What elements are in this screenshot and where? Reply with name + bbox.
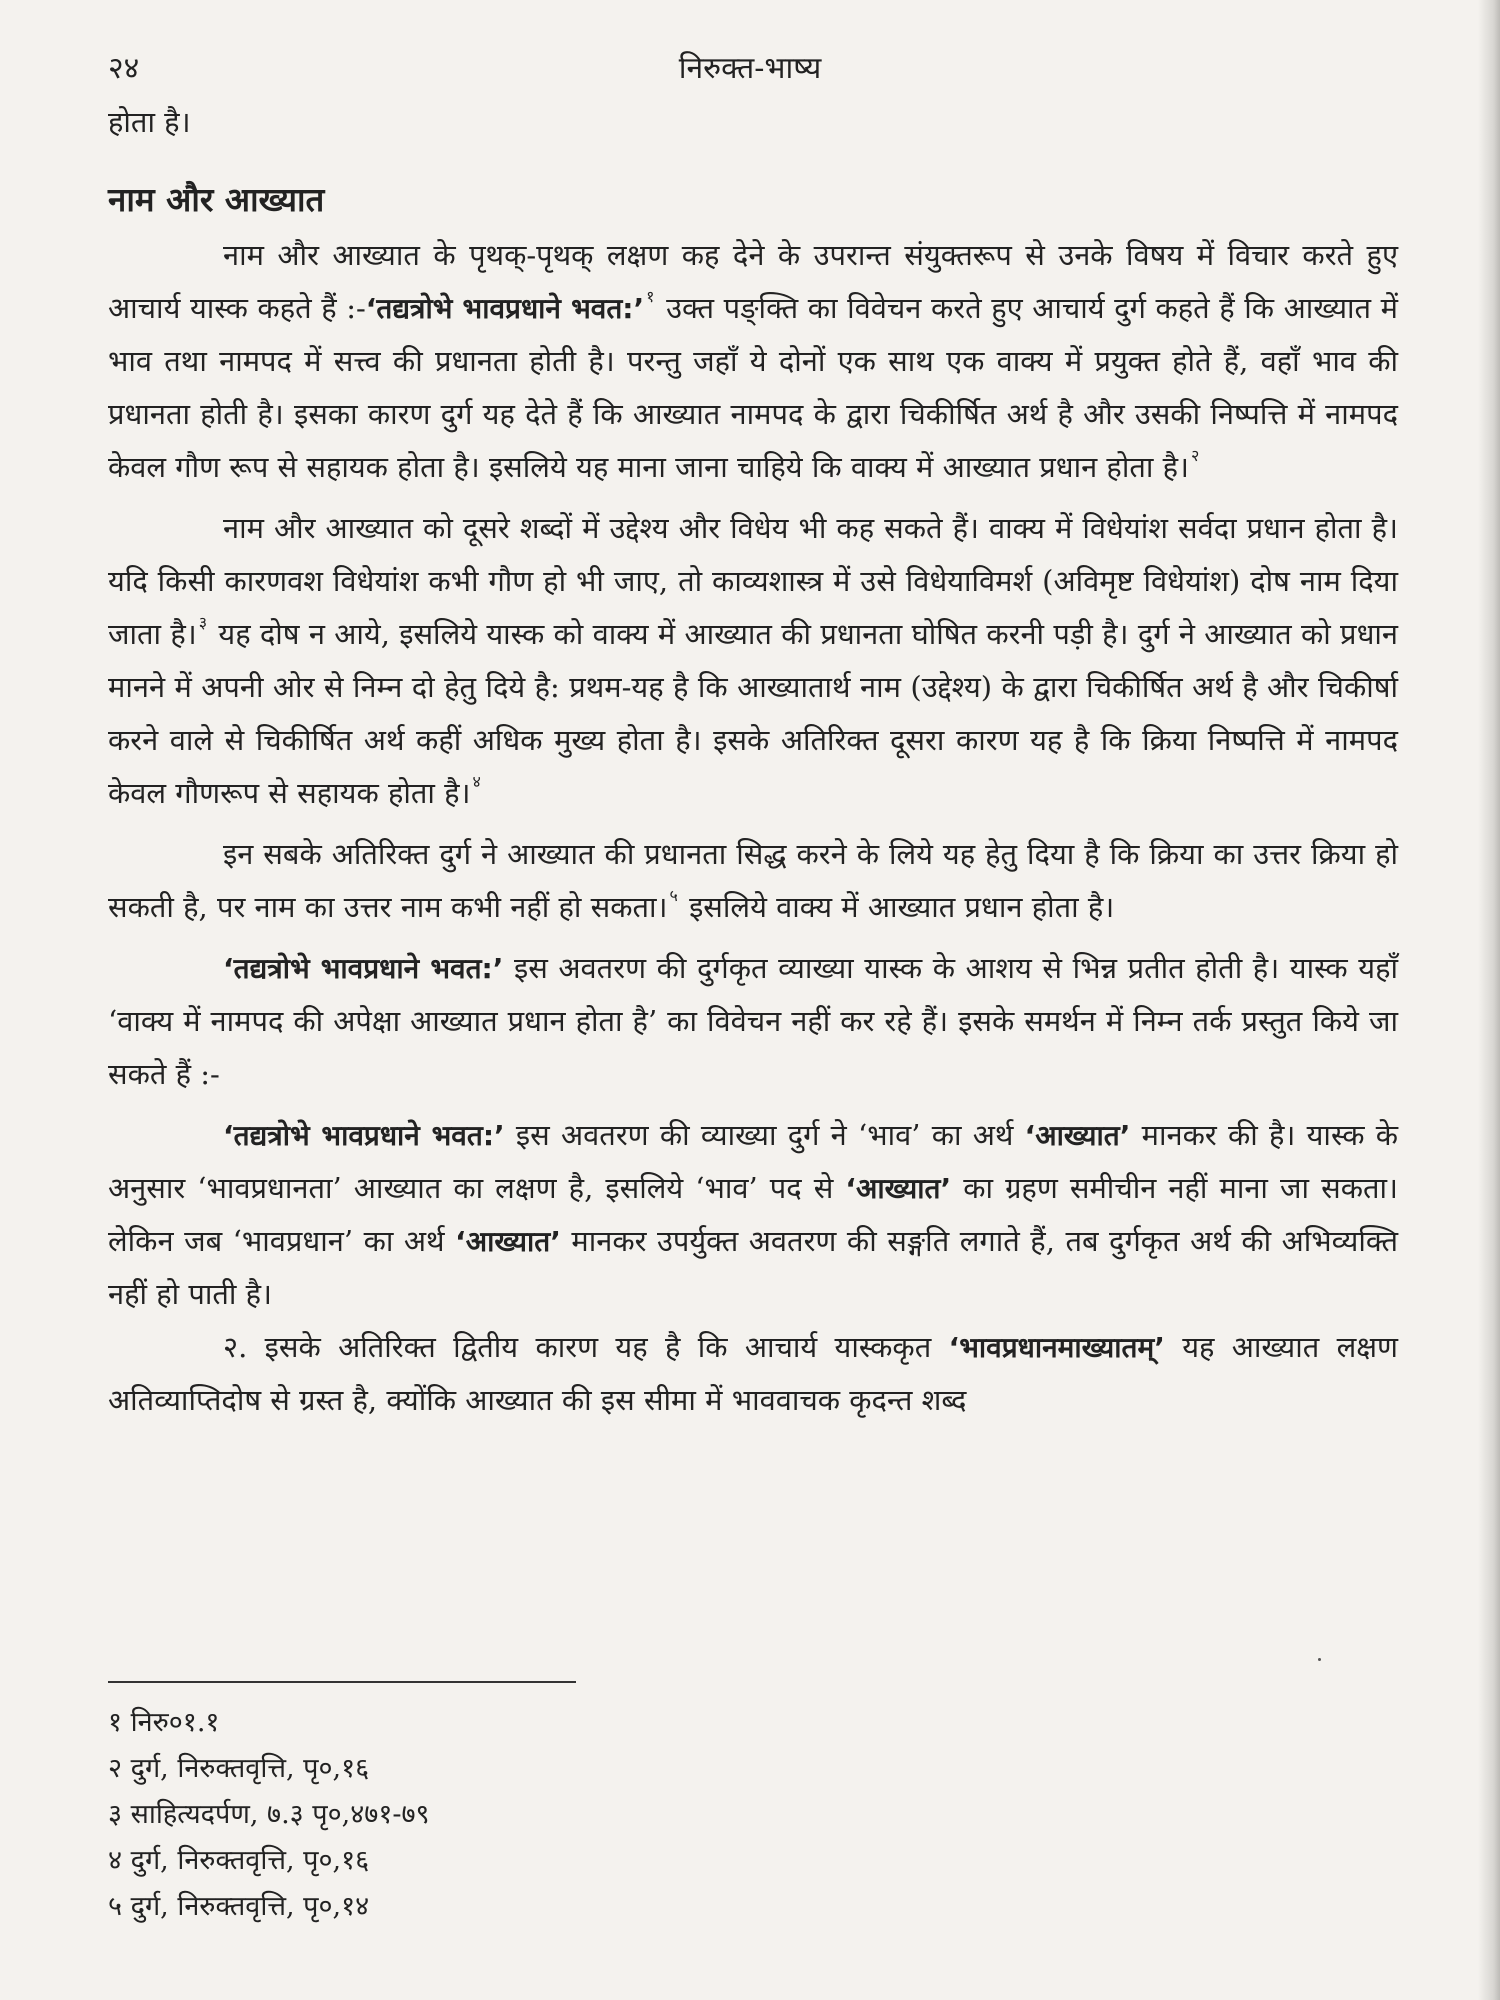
running-header	[108, 46, 1392, 92]
paragraph-text: का ग्रहण समीचीन नहीं माना जा सकता। लेकिन जब ‘भावप्रधान’ का अर्थ	[108, 1171, 1399, 1258]
paragraph-text: २. इसके अतिरिक्त द्वितीय कारण यह है कि आचार्य यास्ककृत	[223, 1330, 932, 1364]
footnote-item: ५ दुर्ग, निरुक्तवृत्ति, पृ०,१४	[108, 1891, 370, 1922]
paragraph-text: इस अवतरण की व्याख्या दुर्ग ने ‘भाव’ का अर्थ	[515, 1118, 1014, 1152]
running-title: निरुक्त-भाष्य	[678, 51, 822, 86]
sanskrit-quote: ‘तद्यत्रोभे भावप्रधाने भवत:’	[223, 1119, 505, 1152]
sanskrit-quote: ‘तद्यत्रोभे भावप्रधाने भवत:’	[223, 952, 504, 985]
paragraph-text: यह दोष न आये, इसलिये यास्क को वाक्य में आख्यात की प्रधानता घोषित करनी पड़ी है। दुर्ग ने आख्यात को प्रधान मानने में अपनी ओर से निम्न दो हेतु दिये है: प्रथम-यह है कि आख्यातार्थ नाम (उद्देश्य) के द्वारा चिकीर्षित अर्थ है और चिकीर्षा करने वाले से चिकीर्षित अर्थ कहीं अधिक मुख्य होता है। इसके अतिरिक्त दूसरा कारण यह है कि क्रिया निष्पत्ति में नामपद केवल गौणरूप से सहायक होता है।	[108, 617, 1399, 810]
bold-term: ‘आख्यात’	[455, 1225, 561, 1258]
print-speck	[1318, 1658, 1321, 1661]
footnote-divider	[108, 1681, 576, 1683]
paragraph-text: इसलिये वाक्य में आख्यात प्रधान होता है।	[689, 890, 1115, 924]
paragraph-6	[108, 1321, 1398, 1427]
book-spine-shadow	[1478, 0, 1500, 2000]
paragraph-text: इन सबके अतिरिक्त दुर्ग ने आख्यात की प्रधानता सिद्ध करने के लिये यह हेतु दिया है कि क्रिया का उत्तर क्रिया हो सकती है, पर नाम का उत्तर नाम कभी नहीं हो सकता।	[108, 837, 1398, 924]
paragraph-2	[108, 502, 1398, 820]
page-number: २४	[108, 51, 140, 86]
sanskrit-quote: ‘तद्यत्रोभे भावप्रधाने भवत:’	[365, 292, 645, 325]
paragraph-4	[108, 942, 1398, 1101]
footnote-marker: ४	[472, 772, 481, 791]
sanskrit-quote: ‘भावप्रधानमाख्यातम्’	[948, 1331, 1165, 1364]
page-body	[108, 96, 1398, 1427]
paragraph-text: इस अवतरण की दुर्गकृत व्याख्या यास्क के आशय से भिन्न प्रतीत होती है। यास्क यहाँ ‘वाक्य में नामपद की अपेक्षा आख्यात प्रधान होता है’ का विवेचन नहीं कर रहे हैं। इसके समर्थन में निम्न तर्क प्रस्तुत किये जा सकते हैं :-	[108, 951, 1398, 1091]
footnote-item: १ निरु०१.१	[108, 1707, 220, 1738]
paragraph-text: यह आख्यात लक्षण अतिव्याप्तिदोष से ग्रस्त है, क्योंकि आख्यात की इस सीमा में भाववाचक कृदन्त शब्द	[108, 1330, 1399, 1417]
paragraph-text: उक्त पङ्क्ति का विवेचन करते हुए आचार्य दुर्ग कहते हैं कि आख्यात में भाव तथा नामपद में सत्त्व की प्रधानता होती है। परन्तु जहाँ ये दोनों एक साथ एक वाक्य में प्रयुक्त होते हैं, वहाँ भाव की प्रधानता होती है। इसका कारण दुर्ग यह देते हैं कि आख्यात नामपद के द्वारा चिकीर्षित अर्थ है और उसकी निष्पत्ति में नामपद केवल गौण रूप से सहायक होता है। इसलिये यह माना जाना चाहिये कि वाक्य में आख्यात प्रधान होता है।	[108, 291, 1399, 484]
footnotes	[108, 1700, 1008, 1930]
footnote-marker: २	[1191, 446, 1200, 465]
footnote-marker: ३	[198, 613, 208, 632]
footnote-item: २ दुर्ग, निरुक्तवृत्ति, पृ०,१६	[108, 1753, 370, 1784]
paragraph-1	[108, 229, 1398, 494]
bold-term: ‘आख्यात’	[845, 1172, 952, 1205]
footnote-item: ४ दुर्ग, निरुक्तवृत्ति, पृ०,१६	[108, 1845, 370, 1876]
paragraph-3	[108, 828, 1398, 934]
footnote-marker: ५	[669, 886, 678, 905]
footnote-marker: १	[646, 287, 655, 306]
paragraph-5	[108, 1109, 1398, 1321]
section-heading: नाम और आख्यात	[108, 180, 325, 219]
continuation-line: होता है।	[108, 105, 191, 139]
paragraph-text: नाम और आख्यात को दूसरे शब्दों में उद्देश्य और विधेय भी कह सकते हैं। वाक्य में विधेयांश सर्वदा प्रधान होता है। यदि किसी कारणवश विधेयांश कभी गौण हो भी जाए, तो काव्यशास्त्र में उसे विधेयाविमर्श (अविमृष्ट विधेयांश) दोष नाम दिया जाता है।	[108, 511, 1398, 651]
bold-term: ‘आख्यात’	[1024, 1119, 1131, 1152]
paragraph-text: मानकर की है। यास्क के अनुसार ‘भावप्रधानता’ आख्यात का लक्षण है, इसलिये ‘भाव’ पद से	[108, 1118, 1399, 1205]
paragraph-text: मानकर उपर्युक्त अवतरण की सङ्गति लगाते हैं, तब दुर्गकृत अर्थ की अभिव्यक्ति नहीं हो पाती है।	[108, 1224, 1398, 1311]
paragraph-text: नाम और आख्यात के पृथक्-पृथक् लक्षण कह देने के उपरान्त संयुक्तरूप से उनके विषय में विचार करते हुए आचार्य यास्क कहते हैं :-	[108, 238, 1398, 325]
footnote-item: ३ साहित्यदर्पण, ७.३ पृ०,४७१-७९	[108, 1799, 430, 1830]
